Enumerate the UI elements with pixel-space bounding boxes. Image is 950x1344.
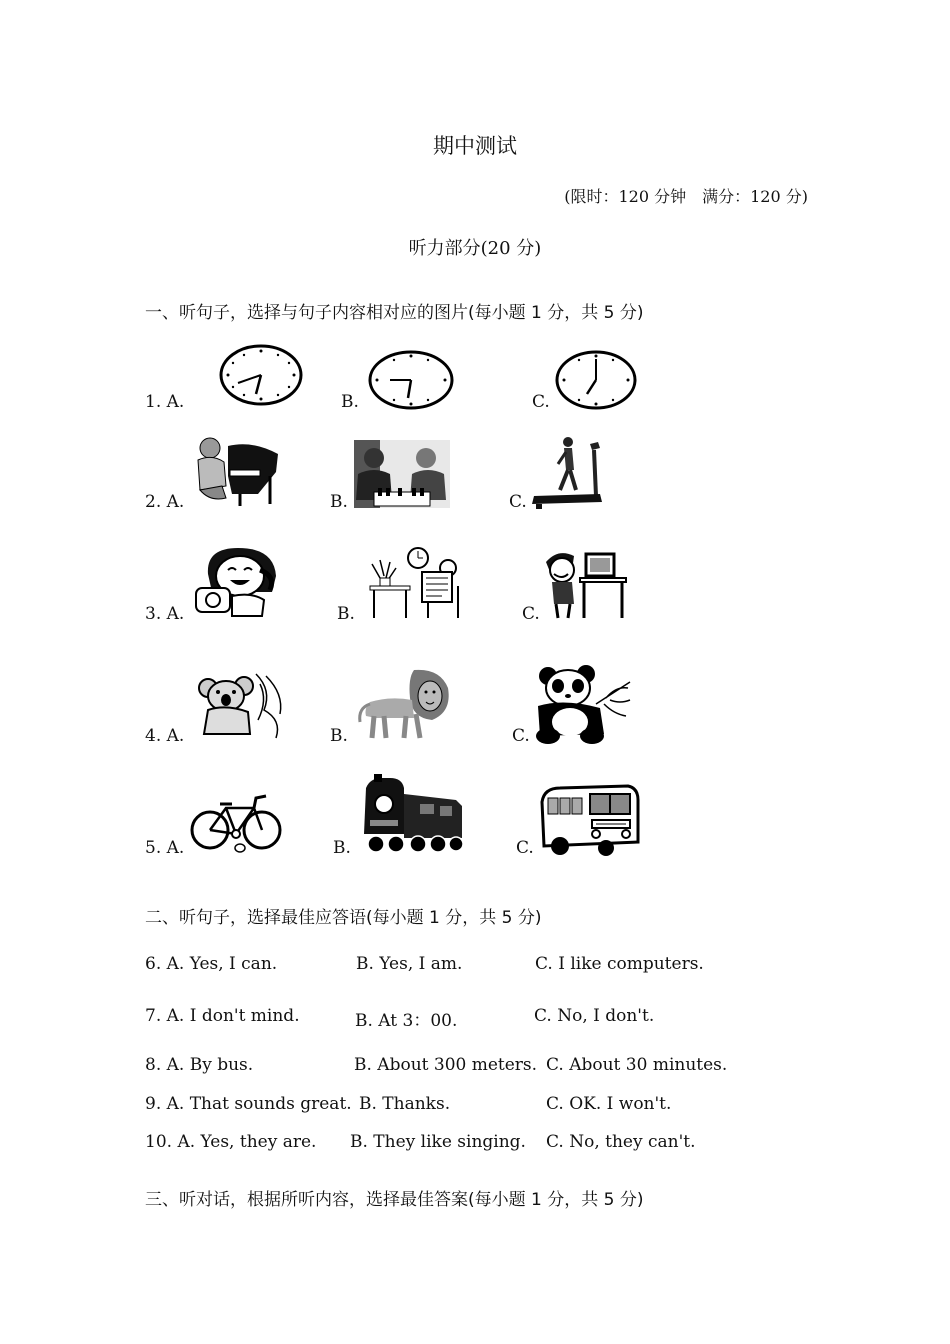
q6-option-c: C. I like computers. bbox=[535, 954, 704, 974]
q8-option-b: B. About 300 meters. bbox=[354, 1055, 538, 1075]
q10-option-a: 10. A. Yes, they are. bbox=[145, 1132, 317, 1152]
q1-label-a: 1. A. bbox=[145, 392, 185, 412]
q6-option-b: B. Yes, I am. bbox=[356, 954, 463, 974]
time-limit: (限时：120 分钟 满分：120 分) bbox=[564, 187, 808, 206]
q9-option-c: C. OK. I won't. bbox=[546, 1094, 672, 1114]
q3-label-a: 3. A. bbox=[145, 604, 185, 624]
q8-option-a: 8. A. By bus. bbox=[145, 1055, 254, 1075]
koala-icon bbox=[194, 670, 288, 740]
q3-label-b: B. bbox=[337, 604, 355, 624]
q2-label-a: 2. A. bbox=[145, 492, 185, 512]
bicycle-icon bbox=[190, 790, 284, 854]
q6-option-a: 6. A. Yes, I can. bbox=[145, 954, 278, 974]
q5-label-c: C. bbox=[516, 838, 534, 858]
girl-computer-icon bbox=[544, 548, 628, 620]
q9-option-b: B. Thanks. bbox=[359, 1094, 451, 1114]
train-icon bbox=[360, 774, 466, 854]
section1-heading: 一、听句子，选择与句子内容相对应的图片(每小题 1 分，共 5 分) bbox=[145, 303, 644, 323]
section3-heading: 三、听对话，根据所听内容，选择最佳答案(每小题 1 分，共 5 分) bbox=[145, 1190, 644, 1210]
q3-label-c: C. bbox=[522, 604, 540, 624]
q10-option-c: C. No, they can't. bbox=[546, 1132, 696, 1152]
clock-6-35-icon bbox=[220, 344, 304, 406]
q1-label-b: B. bbox=[341, 392, 359, 412]
q5-label-b: B. bbox=[333, 838, 351, 858]
section2-heading: 二、听句子，选择最佳应答语(每小题 1 分，共 5 分) bbox=[145, 908, 542, 928]
q4-label-c: C. bbox=[512, 726, 530, 746]
girl-telephone-icon bbox=[192, 546, 282, 618]
chess-players-icon bbox=[354, 440, 450, 508]
clock-6-35-icon bbox=[368, 350, 454, 410]
girl-piano-icon bbox=[192, 436, 280, 506]
q7-option-a: 7. A. I don't mind. bbox=[145, 1006, 300, 1026]
q2-label-c: C. bbox=[509, 492, 527, 512]
q4-label-b: B. bbox=[330, 726, 348, 746]
q8-option-c: C. About 30 minutes. bbox=[546, 1055, 728, 1075]
clock-7-00-icon bbox=[555, 350, 637, 410]
q2-label-b: B. bbox=[330, 492, 348, 512]
q4-label-a: 4. A. bbox=[145, 726, 185, 746]
q10-option-b: B. They like singing. bbox=[350, 1132, 526, 1152]
bus-icon bbox=[540, 782, 640, 856]
q1-label-c: C. bbox=[532, 392, 550, 412]
q5-label-a: 5. A. bbox=[145, 838, 185, 858]
lion-icon bbox=[356, 668, 452, 742]
q7-option-c: C. No, I don't. bbox=[534, 1006, 655, 1026]
part-heading: 听力部分(20 分) bbox=[408, 238, 542, 259]
reading-newspaper-icon bbox=[366, 546, 466, 620]
panda-icon bbox=[534, 664, 634, 744]
q7-option-b: B. At 3：00. bbox=[355, 1011, 458, 1031]
page-title: 期中测试 bbox=[433, 134, 517, 158]
treadmill-runner-icon bbox=[530, 434, 606, 510]
q9-option-a: 9. A. That sounds great. bbox=[145, 1094, 352, 1114]
